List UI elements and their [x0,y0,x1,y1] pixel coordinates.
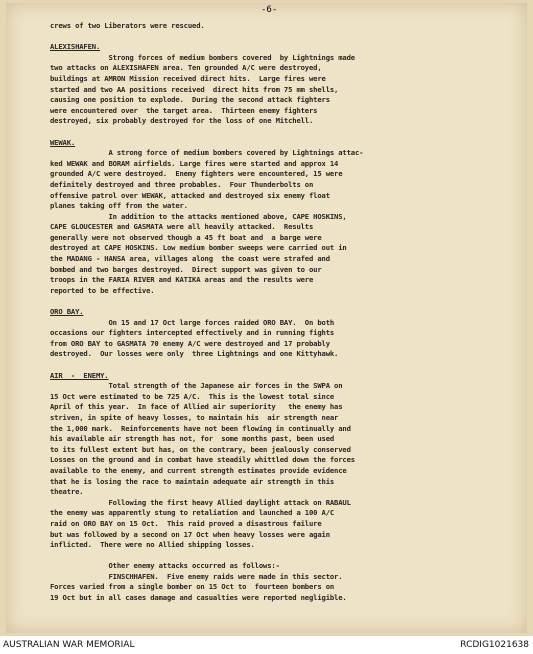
text-line: the MADANG - HANSA area, villages along the coast were strafed and [50,254,330,264]
text-line: Other enemy attacks occurred as follows:- [50,561,280,571]
text-line: the enemy was apparently stung to retaliation and launched a 100 A/C [50,508,335,518]
text-line: inflicted. There were no Allied shipping losses. [50,540,255,550]
blank-line [50,360,520,371]
text-line: grounded A/C were destroyed. Enemy fighters were encountered, 15 were [50,169,343,179]
text-line: 15 Oct were estimated to be 725 A/C. This is the lowest total since [50,391,335,401]
text-line: theatre. [50,487,84,497]
section-heading: AIR - ENEMY. [50,370,109,380]
text-line: raid on ORO BAY on 15 Oct. This raid proved a disastrous failure [50,518,322,528]
text-line: that he is losing the race to maintain adequate air strength in this [50,476,335,486]
text-line: striven, in spite of heavy losses, to maintain his air strength near [50,412,339,422]
text-line: Following the first heavy Allied daylight attack on RABAUL [50,497,351,507]
text-line: Forces varied from a single bomber on 15 Oct to fourteen bombers on [50,582,335,592]
text-line: FINSCHHAFEN. Five enemy raids were made in this sector. [50,571,343,581]
text-line: In addition to the attacks mentioned above, CAPE HOSKINS, [50,211,347,221]
text-line: CAPE GLOUCESTER and GASMATA were all heavily attacked. Results [50,222,314,232]
text-line: April of this year. In face of Allied air superiority the enemy has [50,402,343,412]
text-line: available to the enemy, and current strength estimates provide evidence [50,465,347,475]
archive-footer [0,636,533,654]
section-heading: ORO BAY. [50,307,84,317]
text-line: troops in the FARIA RIVER and KATIKA areas and the results were [50,275,314,285]
text-line: two attacks on ALEXISHAFEN area. Ten grounded A/C were destroyed, [50,63,322,73]
archive-name: AUSTRALIAN WAR MEMORIAL [3,640,135,650]
text-line: Total strength of the Japanese air forces in the SWPA on [50,381,343,391]
text-line: to its fullest extent but has, on the contrary, been jealously conserved [50,444,351,454]
section-heading: ALEXISHAFEN. [50,42,101,52]
text-line: generally were not observed though a 45 ft boat and a barge were [50,232,322,242]
paper-page [6,3,527,633]
text-line: occasions our fighters intercepted effectively and in running fights [50,328,335,338]
text-line: but was followed by a second on 17 Oct when heavy losses were again [50,529,330,539]
text-line: ked WEWAK and BORAM airfields. Large fires were started and approx 14 [50,158,339,168]
text-line: causing one position to explode. During the second attack fighters [50,95,330,105]
text-line: crews of two Liberators were rescued. [50,21,205,30]
text-line: buildings at AMRON Mission received direct hits. Large fires were [50,73,326,83]
blank-line [50,127,520,138]
text-line: reported to be effective. [50,285,155,295]
text-line: bombed and two barges destroyed. Direct support was given to our [50,264,322,274]
text-line: offensive patrol over WEWAK, attacked and destroyed six enemy float [50,190,330,200]
text-line: A strong force of medium bombers covered by Lightnings attac- [50,148,364,158]
text-line: 19 Oct but in all cases damage and casualties were reported negligible. [50,593,347,603]
blank-line [50,296,520,307]
page-number: -6- [261,5,278,15]
text-line: On 15 and 17 Oct large forces raided ORO BAY. On both [50,317,335,327]
text-line: destroyed at CAPE HOSKINS. Low medium bomber sweeps were carried out in [50,243,347,253]
typed-body [50,21,520,604]
text-line: Strong forces of medium bombers covered by Lightnings made [50,52,355,62]
text-line: from ORO BAY to GASMATA 70 enemy A/C were destroyed and 17 probably [50,338,330,348]
blank-line [50,32,520,43]
text-line: started and two AA positions received direct hits from 75 mm shells, [50,84,339,94]
record-id: RCDIG1021638 [460,640,529,650]
text-line: planes taking off from the water. [50,201,188,211]
text-line: his available air strength has not, for some months past, been used [50,434,335,444]
text-line: destroyed. Our losses were only three Lightnings and one Kittyhawk. [50,349,339,359]
text-line: were encountered over the target area. Thirteen enemy fighters [50,105,318,115]
text-line: Losses on the ground and in combat have steadily whittled down the forces [50,455,355,465]
section-heading: WEWAK. [50,137,76,147]
text-line: destroyed, six probably destroyed for the loss of one Mitchell. [50,116,314,126]
blank-line [50,551,520,562]
text-line: the 1,000 mark. Reinforcements have not been flowing in continually and [50,423,351,433]
text-line: definitely destroyed and three probables. Four Thunderbolts on [50,179,314,189]
